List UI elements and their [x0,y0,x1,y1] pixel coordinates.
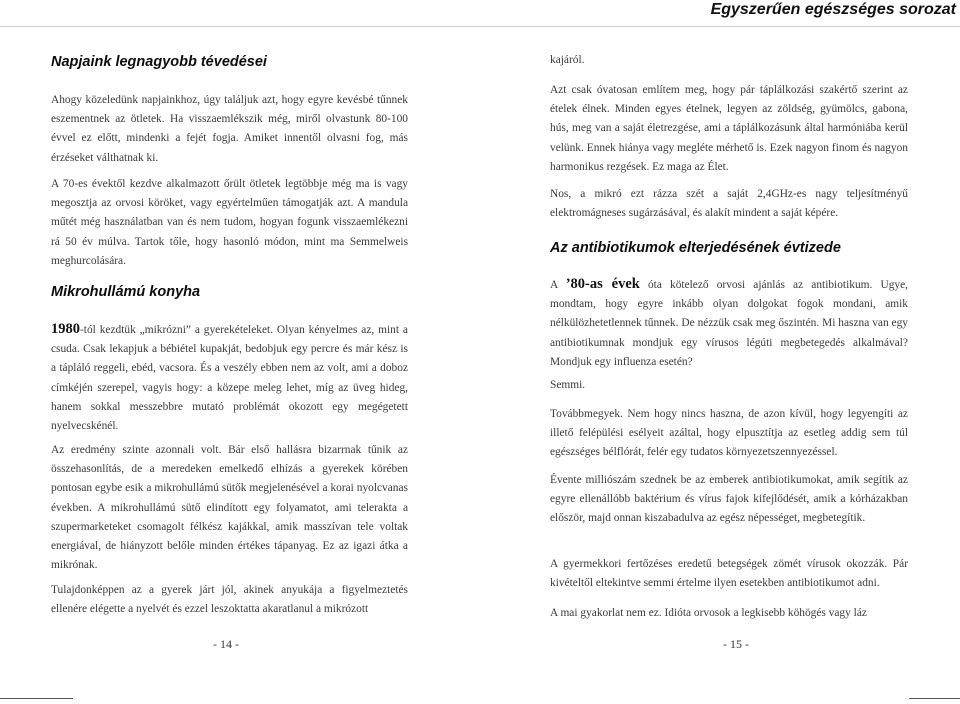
right-paragraph-3-text: óta kötelező orvosi ajánlás az antibiotikum. Ugye, mondtam, hogy egyre inkább olyan dolgokat fogok mondani, amik nélkülözhetetlennek tűnnek. De nézzük csak meg őszintén. Mi haszna van egy antibiotikumnak mondjuk egy vírusos légúti megbetegedés alkalmával? Mondjuk egy influenza esetén? [550,279,908,368]
year-1980: 1980 [51,321,80,337]
eighties-lead: ’80-as évek [565,276,640,292]
right-paragraph-5: Továbbmegyek. Nem hogy nincs haszna, de azon kívül, hogy legyengíti az illető felépülési esélyeit azáltal, hogy elpusztítja az esetleg addig sem túl egészséges bélflórát, felér egy tudatos környezetszennyezéssel. [550,408,908,459]
right-paragraph-3-pre: A [550,279,566,291]
left-paragraph-3 [51,320,408,436]
left-paragraph-1: Ahogy közeledünk napjainkhoz, úgy találjuk azt, hogy egyre kevésbé tűnnek eszementnek az ötletek. Ha visszaemlékszik még, miről olvastunk 80-100 évvel ez előtt, mindenki a fejét fogja. Amiket innentől olvasni fog, más érzéseket válthatnak ki. [51,94,408,164]
footer-rule-right [909,698,960,699]
left-paragraph-4: Az eredmény szinte azonnali volt. Bár első hallásra bizarrnak tűnik az összehasonlítás, de a meredeken emelkedő elhízás a gyerekek körében pontosan egybe esik a mikrohullámú sütők megjelenésével a korai nyolcvanas években. A mikrohullámú sütő elindított egy folyamatot, ami telerakta a szupermarketeket csomagolt félkész kajákkal, amik masszívan tele voltak energiával, de hiányzott belőle minden értékes tápanyag. Ez az igazi átka a mikrónak. [51,444,408,572]
series-title: Egyszerűen egészséges sorozat [710,1,956,18]
right-paragraph-7: A gyermekkori fertőzéses eredetű betegségek zömét vírusok okozzák. Pár kivételtől eltekintve semmi értelme ilyen esetekben antibiotikumot adni. [550,558,908,590]
heading-antibiotikumok: Az antibiotikumok elterjedésének évtizede [550,240,841,256]
footer-rule-left [0,698,73,699]
page-number-left: - 14 - [213,637,239,651]
page-number-right: - 15 - [723,637,749,651]
right-paragraph-6: Évente milliószám szednek be az emberek antibiotikumokat, amik segítik az egyre ellenállóbb baktérium és vírus fajok kifejlődését, amik a kórházakban először, majd onnan kiszabadulva az egész népességet, megbetegítik. [550,474,908,525]
left-paragraph-3-text: -tól kezdtük „mikrózni” a gyerekételeket. Olyan kényelmes az, mint a csuda. Csak lekapjuk a bébiétel kupakját, bedobjuk egy percre és már kész is a tápláló reggeli, ebéd, vacsora. És a veszély ebben nem az volt, ami a doboz címkéjén szerepel, vagyis hogy: a közepe meleg lehet, míg az üveg hideg, hanem sokkal messzebbre mutató problémát okozott egy megégetett nyelvecskénél. [51,324,408,433]
right-paragraph-4: Semmi. [550,379,586,391]
heading-mikrohullamu: Mikrohullámú konyha [51,284,201,300]
header-rule [0,26,960,27]
right-paragraph-0: kajáról. [550,54,585,66]
right-paragraph-2: Nos, a mikró ezt rázza szét a saját 2,4GHz-es nagy teljesítményű elektromágneses sugárzásával, és alakít mindent a saját képére. [550,188,908,220]
left-paragraph-2: A 70-es évektől kezdve alkalmazott őrült ötletek legtöbbje még ma is vagy megosztja az orvosi köröket, vagy egyértelműen támogatják azt. A mandula műtét még használatban van és nem tudom, hogyan fogunk visszaemlékezni rá 50 év múlva. Tartok tőle, hogy hasonló módon, mint ma Semmelweis meghurcolására. [51,178,408,267]
right-paragraph-8: A mai gyakorlat nem ez. Idióta orvosok a legkisebb köhögés vagy láz [550,607,867,619]
right-paragraph-3 [550,275,908,372]
heading-napjaink: Napjaink legnagyobb tévedései [51,54,267,70]
right-paragraph-1: Azt csak óvatosan említem meg, hogy pár táplálkozási szakértő szerint az ételek élnek. Minden egyes ételnek, legyen az zöldség, gyümölcs, gabona, hús, meg van a saját életrezgése, ami a táplálkozásunk által harmóniába kerül velünk. Ennek hiánya vagy megléte mérhető is. Ezek nagyon finom és nagyon harmonikus rezgések. Ez maga az Élet. [550,84,908,173]
left-paragraph-5: Tulajdonképpen az a gyerek járt jól, akinek anyukája a figyelmeztetés ellenére elégette a nyelvét és ezzel leszoktatta akaratlanul a mikrózott [51,584,408,616]
